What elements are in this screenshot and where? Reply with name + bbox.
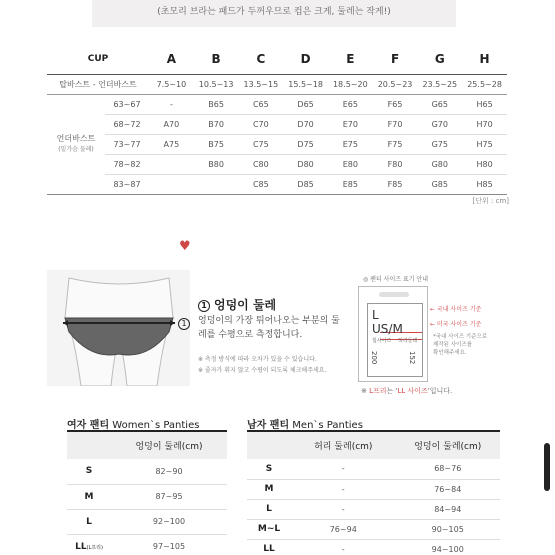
topbust-label: 탑바스트 - 언더바스트 (47, 74, 149, 94)
men-size: S (247, 459, 291, 479)
hip-note-2: ※ 줄자가 휘지 않고 수평이 되도록 체크해주세요. (198, 367, 327, 374)
figure-marker-number: 1 (178, 318, 190, 330)
size-cell: A70 (149, 114, 194, 134)
size-cell: G85 (417, 174, 462, 194)
size-cell: F80 (373, 154, 418, 174)
table-row (67, 484, 227, 509)
lfree-prefix: ※ (361, 387, 370, 395)
size-cell: F75 (373, 134, 418, 154)
lfree-note (361, 386, 452, 396)
women-hip-value: 82~90 (111, 459, 227, 484)
men-header-row (247, 431, 500, 459)
table-row (247, 479, 500, 499)
size-cell: C85 (238, 174, 283, 194)
scrollbar-thumb[interactable] (544, 443, 550, 491)
women-header-blank (67, 431, 111, 459)
underbust-label (47, 94, 105, 194)
hip-section-title (198, 296, 276, 313)
size-cell: D85 (283, 174, 328, 194)
lfree-mid: 는 ' (386, 387, 398, 395)
women-title-en: Women`s Panties (109, 420, 200, 431)
topbust-cell: 20.5~23 (373, 74, 418, 94)
size-cell: E80 (328, 154, 373, 174)
size-cell (194, 174, 239, 194)
size-cell: A75 (149, 134, 194, 154)
table-row (67, 509, 227, 534)
topbust-cell: 15.5~18 (283, 74, 328, 94)
table-row (47, 94, 507, 114)
label-vertical-left: 200 (370, 351, 378, 365)
topbust-cell: 13.5~15 (238, 74, 283, 94)
underbust-range: 68~72 (105, 114, 149, 134)
figure-marker (178, 318, 190, 330)
men-size: L (247, 499, 291, 519)
topbust-cell: 7.5~10 (149, 74, 194, 94)
label-size-us: US/M (372, 322, 403, 336)
women-panties-title (67, 416, 199, 431)
cup-b: B (194, 44, 239, 74)
size-cell: B70 (194, 114, 239, 134)
men-header-blank (247, 431, 291, 459)
size-cell: B80 (194, 154, 239, 174)
men-size: LL (247, 539, 291, 555)
men-waist-value: - (291, 479, 396, 499)
women-hip-value: 87~95 (111, 484, 227, 509)
table-row (247, 519, 500, 539)
hip-section-number: 1 (198, 300, 210, 312)
size-cell: E75 (328, 134, 373, 154)
underbust-range: 83~87 (105, 174, 149, 194)
bra-size-table (47, 44, 507, 195)
hip-description: 엉덩이의 가장 튀어나오는 부분의 둘레를 수평으로 측정합니다. (198, 316, 340, 340)
size-cell: B75 (194, 134, 239, 154)
size-cell: F65 (373, 94, 418, 114)
women-size-ll-note: (L프리) (86, 544, 103, 551)
size-cell: D65 (283, 94, 328, 114)
women-header-hip: 엉덩이 둘레(cm) (111, 431, 227, 459)
size-cell: C75 (238, 134, 283, 154)
size-label-card (358, 286, 428, 382)
table-row (67, 534, 227, 555)
heart-icon: ♥ (179, 239, 191, 254)
label-size-l: L (372, 308, 379, 322)
size-cell (149, 174, 194, 194)
underbust-range: 78~82 (105, 154, 149, 174)
label-guide-note (433, 333, 487, 357)
lfree-suffix: '입니다. (427, 387, 453, 395)
size-cell: H80 (462, 154, 507, 174)
size-cell: F70 (373, 114, 418, 134)
size-cell: D80 (283, 154, 328, 174)
topbust-cell: 25.5~28 (462, 74, 507, 94)
note-banner (92, 0, 456, 27)
cup-header-row (47, 44, 507, 74)
topbust-row (47, 74, 507, 94)
women-size (67, 534, 111, 555)
table-row (247, 539, 500, 555)
women-size: M (67, 484, 111, 509)
men-hip-value: 68~76 (396, 459, 501, 479)
hip-section-title-text: 엉덩이 둘레 (214, 298, 277, 312)
lfree-red2: LL 사이즈 (397, 387, 428, 395)
men-hip-value: 76~84 (396, 479, 501, 499)
size-cell: E70 (328, 114, 373, 134)
men-size: M~L (247, 519, 291, 539)
size-cell: C70 (238, 114, 283, 134)
cup-label: CUP (47, 44, 149, 74)
panty-illustration (47, 270, 190, 386)
hip-note-1: ※ 측정 방식에 따라 오차가 있을 수 있습니다. (198, 356, 317, 363)
underbust-range: 73~77 (105, 134, 149, 154)
label-small-left: 힙사이즈 (372, 338, 392, 344)
table-row (67, 459, 227, 484)
size-cell: D70 (283, 114, 328, 134)
men-hip-value: 84~94 (396, 499, 501, 519)
size-cell: F85 (373, 174, 418, 194)
men-title-ko: 남자 팬티 (247, 420, 290, 431)
size-cell: H85 (462, 174, 507, 194)
underbust-label-text: 언더바스트 (56, 134, 96, 143)
women-header-row (67, 431, 227, 459)
topbust-cell: 10.5~13 (194, 74, 239, 94)
topbust-cell: 18.5~20 (328, 74, 373, 94)
cup-c: C (238, 44, 283, 74)
women-size-table (67, 430, 227, 555)
cup-g: G (417, 44, 462, 74)
table-row (47, 154, 507, 174)
women-size: L (67, 509, 111, 534)
underbust-range: 63~67 (105, 94, 149, 114)
hip-figure (47, 270, 190, 386)
size-cell: H75 (462, 134, 507, 154)
label-guide-title: ◎ 팬티 사이즈 표기 안내 (363, 276, 429, 283)
size-cell: E85 (328, 174, 373, 194)
size-cell: - (149, 94, 194, 114)
size-cell: D75 (283, 134, 328, 154)
us-size-annotation: ← 미국 사이즈 기준 (430, 321, 482, 328)
cup-a: A (149, 44, 194, 74)
table-row (47, 174, 507, 194)
cup-h: H (462, 44, 507, 74)
underbust-sublabel: (밑가슴 둘레) (58, 146, 94, 153)
men-panties-title (247, 416, 363, 431)
table-row (247, 499, 500, 519)
men-size-table (247, 430, 500, 555)
men-hip-value: 90~105 (396, 519, 501, 539)
label-guide-note-line: 제작된 사이즈를 (433, 342, 472, 348)
men-waist-value: - (291, 539, 396, 555)
men-header-waist: 허리 둘레(cm) (291, 431, 396, 459)
men-header-hip: 엉덩이 둘레(cm) (396, 431, 501, 459)
men-title-en: Men`s Panties (289, 420, 363, 431)
domestic-size-annotation: ← 국내 사이즈 기준 (430, 306, 482, 313)
size-cell: B65 (194, 94, 239, 114)
men-waist-value: - (291, 459, 396, 479)
table-row (47, 134, 507, 154)
size-cell: G75 (417, 134, 462, 154)
cup-f: F (373, 44, 418, 74)
size-cell: E65 (328, 94, 373, 114)
women-hip-value: 97~105 (111, 534, 227, 555)
topbust-cell: 23.5~25 (417, 74, 462, 94)
label-guide-note-line: *국내 사이즈 기준으로 (433, 334, 488, 340)
note-banner-text: (초모리 브라는 패드가 두꺼우므로 컵은 크게, 둘레는 작게!) (157, 7, 391, 17)
label-inner (367, 303, 423, 377)
table-row (247, 459, 500, 479)
size-cell (149, 154, 194, 174)
label-hole (379, 292, 409, 297)
women-size: S (67, 459, 111, 484)
size-cell: C80 (238, 154, 283, 174)
cup-e: E (328, 44, 373, 74)
size-cell: H70 (462, 114, 507, 134)
hip-notes (198, 354, 327, 376)
men-waist-value: 76~94 (291, 519, 396, 539)
size-cell: G80 (417, 154, 462, 174)
size-cell: G65 (417, 94, 462, 114)
label-vertical-right: 152 (408, 351, 416, 365)
men-waist-value: - (291, 499, 396, 519)
men-size: M (247, 479, 291, 499)
size-cell: C65 (238, 94, 283, 114)
lfree-red: L프리 (369, 387, 387, 395)
unit-label: [단위 : cm] (472, 197, 509, 205)
label-guide-note-line: 확인해주세요. (433, 350, 467, 356)
men-hip-value: 94~100 (396, 539, 501, 555)
women-size-ll: LL (75, 541, 87, 552)
size-cell: H65 (462, 94, 507, 114)
label-small-right: 허리둘레 (398, 338, 418, 344)
table-row (47, 114, 507, 134)
women-title-ko: 여자 팬티 (67, 420, 110, 431)
women-hip-value: 92~100 (111, 509, 227, 534)
size-cell: G70 (417, 114, 462, 134)
cup-d: D (283, 44, 328, 74)
